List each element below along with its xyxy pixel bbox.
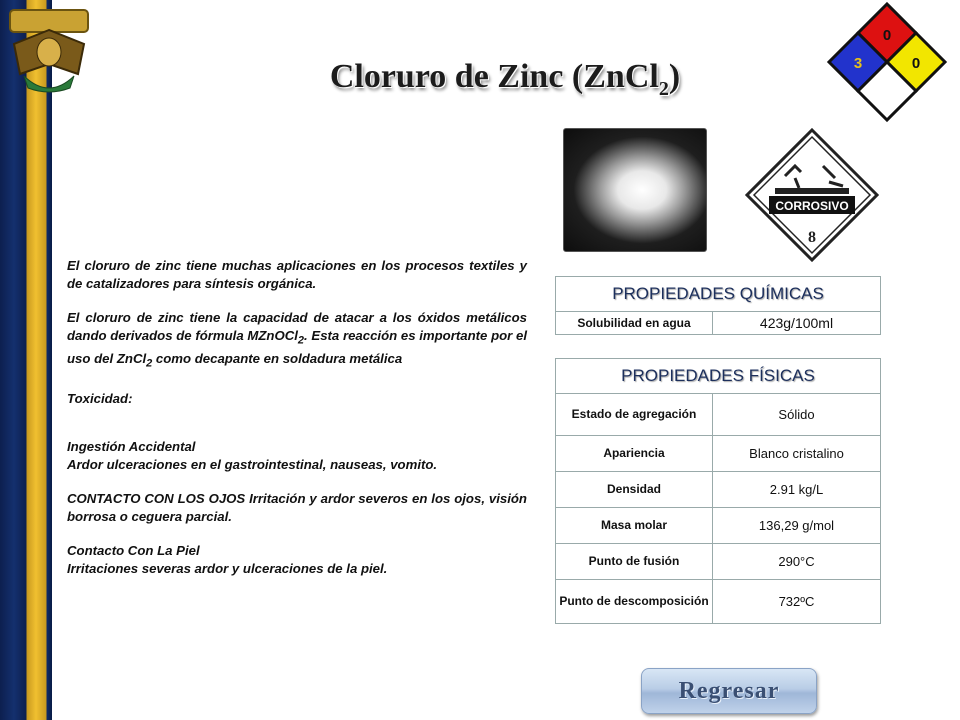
nfpa-diamond-icon: [822, 0, 952, 124]
table-row: [556, 472, 881, 508]
nfpa-flammability-value: 0: [882, 27, 892, 44]
nfpa-health-value: 3: [853, 55, 863, 72]
property-name: Punto de descomposición: [556, 580, 713, 624]
property-value: 136,29 g/mol: [713, 508, 881, 544]
property-value: 732ºC: [713, 580, 881, 624]
table-row: [556, 312, 881, 335]
skin-contact-text: Irritaciones severas ardor y ulceraciones de la piel.: [67, 560, 388, 576]
ingestion-text: Ardor ulceraciones en el gastrointestinal, nauseas, vomito.: [67, 456, 438, 472]
page-title: Cloruro de Zinc (ZnCl$_2$): [329, 58, 681, 100]
property-value: Blanco cristalino: [713, 436, 881, 472]
zinc-chloride-photo: [563, 128, 707, 252]
eye-contact-text: CONTACTO CON LOS OJOS Irritación y ardor severos en los ojos, visión borrosa o ceguera parcial.: [67, 491, 527, 524]
corrosive-label: CORROSIVO: [775, 199, 849, 213]
property-value: 423g/100ml: [713, 312, 881, 335]
hazard-class-number: 8: [808, 229, 816, 246]
table-row: [556, 508, 881, 544]
back-button[interactable]: Regresar: [641, 668, 817, 714]
chemical-properties-table: [555, 276, 881, 335]
paragraph-reaction: El cloruro de zinc tiene la capacidad de atacar a los óxidos metálicos dando derivados de fórmula MZnOCl$_2$. Esta reacción es importante por el uso del ZnCl$_2$ como decapante en soldadura metálica: [67, 310, 528, 370]
property-value: 290°C: [713, 544, 881, 580]
table-row: [556, 580, 881, 624]
property-name: Masa molar: [556, 508, 713, 544]
toxicity-heading: Toxicidad:: [67, 390, 133, 406]
nfpa-reactivity-value: 0: [911, 55, 921, 72]
property-name: Densidad: [556, 472, 713, 508]
physical-properties-header: PROPIEDADES FÍSICAS: [556, 359, 881, 394]
property-name: Solubilidad en agua: [556, 312, 713, 335]
ingestion-title: Ingestión Accidental: [67, 439, 196, 455]
paragraph-applications: El cloruro de zinc tiene muchas aplicaciones en los procesos textiles y de catalizadores para síntesis orgánica.: [67, 258, 527, 291]
property-name: Punto de fusión: [556, 544, 713, 580]
table-row: [556, 436, 881, 472]
description-text: [67, 257, 527, 577]
chemical-properties-header: PROPIEDADES QUÍMICAS: [556, 277, 881, 312]
physical-properties-table: [555, 358, 881, 624]
property-value: 2.91 kg/L: [713, 472, 881, 508]
corrosive-hazard-icon: [745, 128, 879, 262]
skin-contact-title: Contacto Con La Piel: [67, 543, 200, 559]
property-name: Apariencia: [556, 436, 713, 472]
table-row: [556, 394, 881, 436]
left-decorative-bar: [0, 0, 52, 720]
property-name: Estado de agregación: [556, 394, 713, 436]
property-value: Sólido: [713, 394, 881, 436]
table-row: [556, 544, 881, 580]
